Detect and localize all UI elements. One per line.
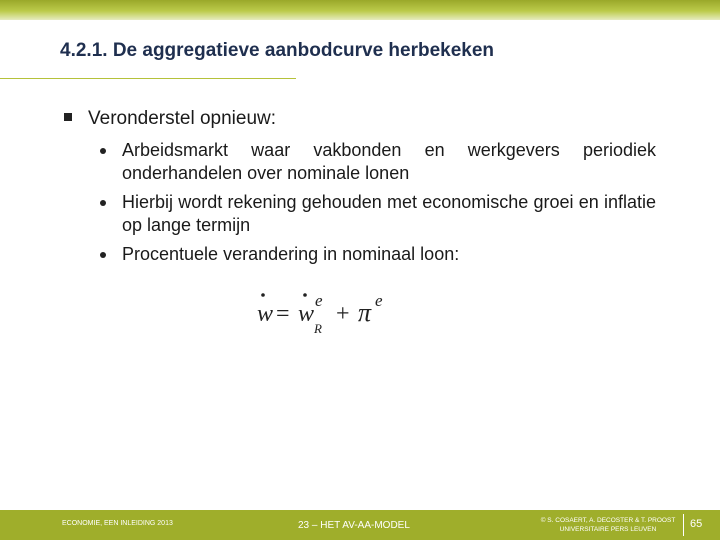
footer-bar — [0, 510, 720, 540]
square-bullet-icon — [64, 113, 72, 121]
footer-copyright-line1: © S. COSAERT, A. DECOSTER & T. PROOST — [540, 517, 676, 524]
formula-plus: + — [336, 301, 350, 327]
footer-copyright-line2: UNIVERSITAIRE PERS LEUVEN — [559, 526, 657, 533]
title-underline — [0, 78, 296, 79]
bullet-text: Hierbij wordt rekening gehouden met economische groei en inflatie op lange termijn — [122, 192, 656, 235]
list-item — [96, 243, 656, 266]
formula-term1-sup: e — [315, 291, 323, 310]
round-bullet-icon — [100, 200, 106, 206]
level1-bullet — [64, 108, 664, 130]
bullet-list — [96, 139, 656, 272]
top-band — [0, 0, 720, 20]
formula-term1-sub: R — [314, 321, 322, 336]
dot-accent — [261, 293, 265, 297]
footer-copyright — [538, 516, 678, 534]
list-item — [96, 191, 656, 237]
formula-equals: = — [276, 301, 290, 327]
footer-divider — [683, 514, 684, 536]
slide-title: 4.2.1. De aggregatieve aanbodcurve herbekeken — [60, 40, 495, 61]
formula-lhs: w — [257, 301, 274, 327]
round-bullet-icon — [100, 252, 106, 258]
bullet-text: Arbeidsmarkt waar vakbonden en werkgevers periodiek onderhandelen over nominale lonen — [122, 140, 656, 183]
formula-term2-sup: e — [375, 291, 383, 310]
dot-accent — [303, 293, 307, 297]
list-item — [96, 139, 656, 185]
level1-text: Veronderstel opnieuw: — [88, 108, 277, 129]
formula-term2-base: π — [358, 298, 372, 327]
wage-formula — [252, 288, 402, 336]
page-number: 65 — [690, 518, 703, 530]
footer-chapter: 23 – HET AV-AA-MODEL — [298, 520, 410, 531]
bullet-text: Procentuele verandering in nominaal loon: — [122, 244, 460, 264]
formula-term1-base: w — [298, 301, 315, 327]
footer-course: ECONOMIE, EEN INLEIDING 2013 — [62, 520, 173, 527]
round-bullet-icon — [100, 148, 106, 154]
